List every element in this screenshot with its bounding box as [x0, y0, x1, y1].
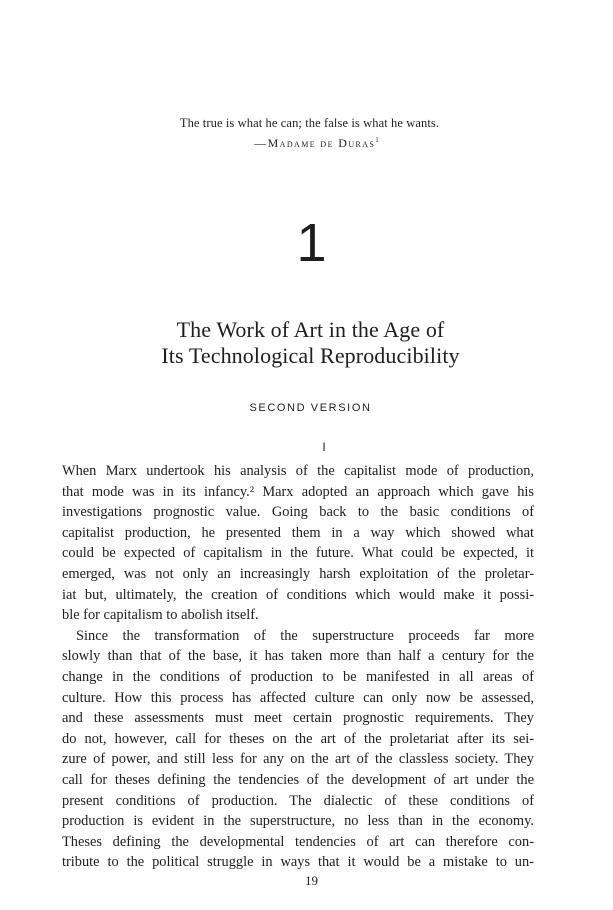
body-line: call for theses defining the tendencies of the development of art under the: [62, 771, 534, 788]
body-line: culture. How this process has affected culture can only now be assessed,: [62, 689, 534, 706]
chapter-title-line-1: The Work of Art in the Age of: [176, 317, 445, 342]
body-line: zure of power, and still less for any on the art of the classless society. They: [62, 751, 534, 768]
body-line: slowly than that of the base, it has taken more than half a century for the: [62, 648, 534, 665]
body-line: that mode was in its infancy.² Marx adopted an approach which gave his: [62, 483, 534, 500]
body-line: investigations prognostic value. Going back to the basic conditions of: [62, 504, 534, 521]
attribution-dash: —: [254, 136, 268, 150]
chapter-title-line-2: Its Technological Reproducibility: [161, 343, 460, 368]
body-text: [62, 461, 534, 873]
body-line: could be expected of capitalism in the future. What could be expected, it: [62, 545, 534, 562]
page-number: 19: [305, 873, 318, 888]
attribution-name: Madame de Duras: [267, 136, 376, 150]
body-line: production is evident in the superstructure, no less than in the economy.: [62, 813, 534, 830]
section-number: I: [322, 440, 326, 454]
body-line: emerged, was not only an increasingly harsh exploitation of the proletar-: [62, 565, 534, 582]
body-line: iat but, ultimately, the creation of conditions which would make it possi-: [62, 586, 534, 603]
chapter-subtitle: SECOND VERSION: [249, 402, 372, 414]
body-line: do not, however, call for theses on the art of the proletariat after its sei-: [62, 730, 534, 747]
body-line: change in the conditions of production to be manifested in all areas of: [62, 668, 534, 685]
body-line: Since the transformation of the superstructure proceeds far more: [76, 627, 534, 644]
footnote-marker: 1: [375, 136, 379, 144]
body-line: ble for capitalism to abolish itself.: [62, 607, 259, 624]
chapter-number: 1: [296, 213, 327, 273]
body-line: present conditions of production. The dialectic of these conditions of: [62, 792, 534, 809]
epigraph-attribution: [10, 136, 613, 151]
body-line: Theses defining the developmental tendencies of art can therefore con-: [62, 833, 534, 850]
body-line: and these assessments must meet certain prognostic requirements. They: [62, 710, 534, 727]
body-line: When Marx undertook his analysis of the capitalist mode of production,: [62, 463, 534, 479]
epigraph-quote: The true is what he can; the false is what he wants.: [179, 116, 440, 130]
body-line: capitalist production, he presented them in a way which showed what: [62, 524, 534, 541]
body-line: tribute to the political struggle in ways that it would be a mistake to un-: [62, 854, 534, 871]
